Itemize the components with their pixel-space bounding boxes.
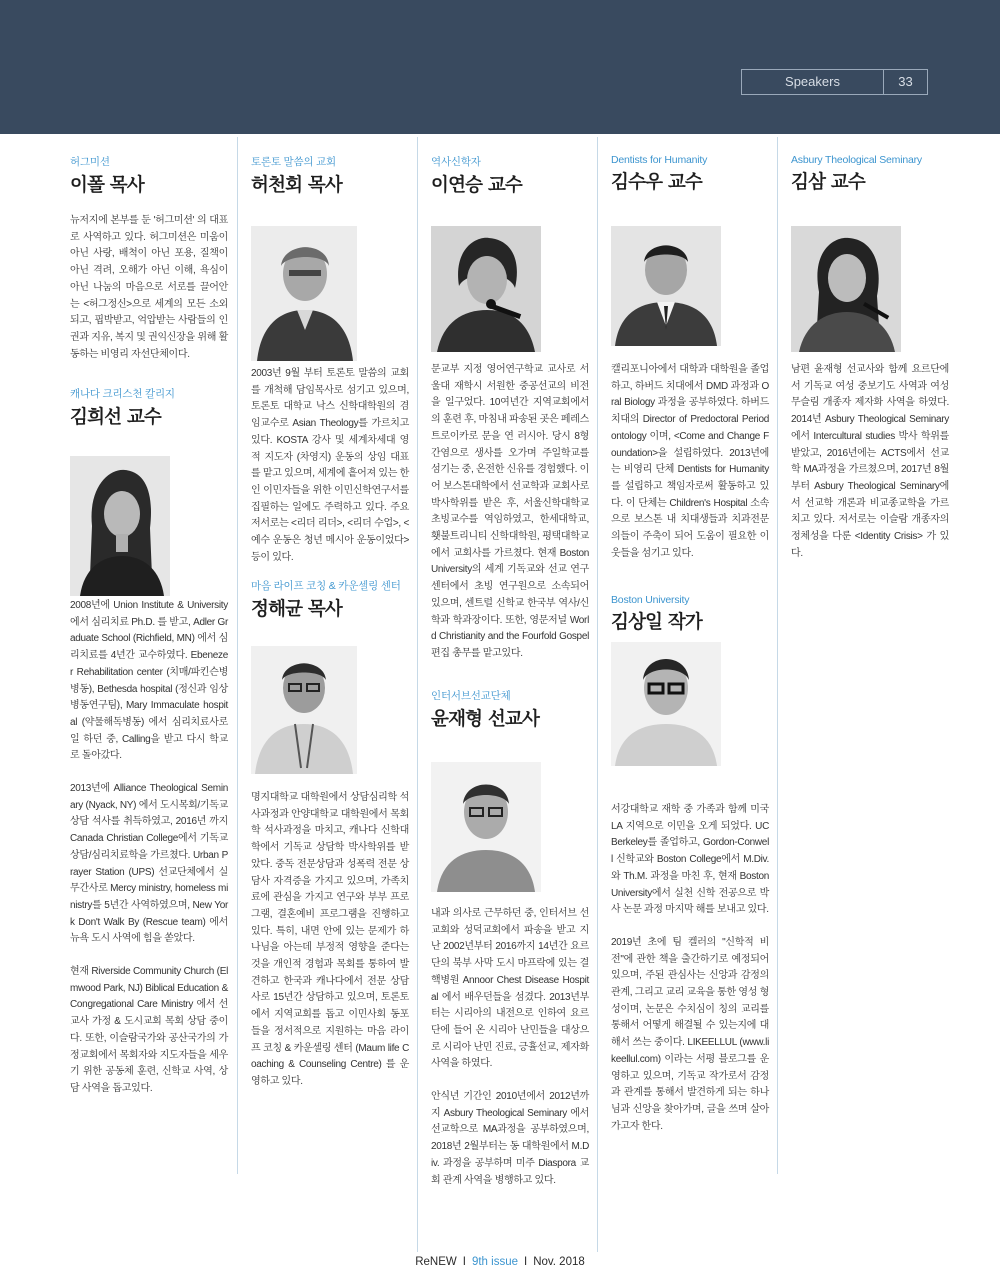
speaker-bio [431,362,589,663]
speaker-photo [70,456,170,596]
speaker-bio [251,790,409,1091]
issue-label: 9th issue [471,1256,518,1268]
portrait-man-suit-icon [611,226,721,346]
speaker-bio [251,366,409,566]
portrait-man-glasses-smiling-icon [431,762,541,892]
speaker-org: 역사신학자 [431,156,481,168]
column-divider [417,137,418,1252]
speaker-profile-bio [251,790,409,1091]
magazine-name: ReNEW [415,1256,457,1268]
speaker-photo [791,226,901,352]
bio-paragraph: 2013년에 Alliance Theological Seminary (Nyack, NY) 에서 도시목회/기독교상담 석사를 취득하였고, 2016년 까지 Canada Christian College에서 기독교상담/심리치료학을 가르쳤다. Urban Prayer Station (UPS) 선교단체에서 실무간사로 Mercy ministry, homeless ministry를 5년간 사역하였으며, New York Don't Walk By (Rescue team) 에서 뉴욕 도시 사역에 힘을 쏟았다. [70,783,228,945]
speaker-bio [70,213,228,363]
speaker-profile [431,154,589,197]
bio-paragraph: 2008년에 Union Institute & University 에서 심리치료 Ph.D. 를 받고, Adler Graduate School (Richfield, MN) 에서 심리치료를 4년간 교수하였다. Ebenezer Rehabilitation center (치매/파킨슨병 병동), Bethesda hospital (정신과 임상병동연구팀), Mary Immaculate hospital (약물해독병동) 에서 심리치료사로 일 하던 중, Calling을 받고 다시 학교로 돌아갔다. [70,600,228,762]
speaker-org: Boston University [611,594,690,606]
speaker-profile-bio [791,362,949,562]
speaker-bio [431,906,589,1189]
bio-paragraph: 2019년 초에 팀 켈러의 "신학적 비전"에 관한 책을 출간하기로 예정되어 있으며, 주된 관심사는 신앙과 감정의 관계, 그리고 교리 교육을 통한 영성 형성이며, 논문은 수치심이 칭의 교리를 통해서 어떻게 해결될 수 있는지에 대해서 쓰는 중이다. LIKEELLUL (www.likeellul.com) 이라는 서평 블로그를 운영하고 있으며, 기독교 작가로서 감정과 관계를 통해서 발견하게 되는 하나님과 신앙을 찾아가며, 글을 쓰며 살아가고자 한다. [611,936,769,1132]
speaker-bio [791,362,949,562]
portrait-woman-short-hair-mic-icon [431,226,541,352]
speaker-profile [611,154,769,194]
bio-paragraph: 남편 윤재형 선교사와 함께 요르단에서 기독교 여성 중보기도 사역과 여성 무슬림 개종자 제자화 사역을 하였다. 2014년 Asbury Theological Seminary에서 Intercultural studies 박사 학위를 받았고, 2016년에는 ACTS에서 선교학 MA과정을 가르쳤으며, 2017년 8월부터 Asbury Theological Seminary에서 선교학 개론과 비교종교학을 가르치고 있다. 저서로는 이슬람 개종자의 정체성을 다룬 <Identity Crisis> 가 있다. [791,364,949,559]
speaker-profile-bio [431,906,589,1189]
portrait-man-glasses-lanyard-icon [251,646,357,774]
portrait-woman-long-hair-icon [70,456,170,596]
speaker-profile-bio [70,598,228,1098]
speaker-org: Asbury Theological Seminary [791,154,922,166]
speaker-name: 김상일 작가 [611,612,702,633]
speaker-name: 이폴 목사 [70,175,144,196]
speaker-bio [611,362,769,562]
speaker-profile [251,154,409,197]
section-label: Speakers [742,70,884,94]
speaker-bio [70,598,228,1098]
portrait-man-glasses-tshirt-icon [611,642,721,766]
speaker-photo [611,642,721,766]
speaker-name: 허천회 목사 [251,175,342,196]
section-tab [741,69,928,95]
speaker-org: 토론토 말씀의 교회 [251,156,336,168]
bio-paragraph: 안식년 기간인 2010년에서 2012년까지 Asbury Theological Seminary 에서 선교학으로 MA과정을 공부하였으며, 2018년 2월부터는 동 대학원에서 M.Div. 과정을 공부하며 미주 Diaspora 교회 관계 사역을 병행하고 있다. [431,1091,589,1186]
speaker-photo [431,762,541,892]
bio-paragraph: 문교부 지정 영어연구학교 교사로 서울대 재학시 서원한 중공선교의 비전을 일구었다. 10여년간 지역교회에서의 훈련 후, 마침내 파송된 곳은 페레스트로이카로 문을 연 러시아. 당시 8형 간염으로 생사를 오가며 주일학교를 섬기는 중, 온전한 신유를 경험했다. 이어 보스톤대학에서 선교학과 교회사로 박사학위를 받은 후, 서울신학대학교 초빙교수를 역임하였고, 한세대학교, 횃불트리니티 신학대학원, 평택대학교에서 교회사를 가르쳤다. 현재 Boston University의 세계 기독교와 선교 연구센터에서 초빙 연구원으로 소속되어 있으며, 센트럴 신학교 한국부 역사/신학과 학과장이다. 또한, 영문저널 World Christianity and the Fourfold Gospel 편집 총무를 맡고있다. [431,364,589,659]
issue-date: Nov. 2018 [533,1256,585,1268]
bio-paragraph: 명지대학교 대학원에서 상담심리학 석사과정과 안양대학교 대학원에서 목회학 석사과정을 마치고, 캐나다 신학대학에서 기독교 상담학 박사학위를 받았다. 중독 전문상담과 성폭력 전문 상담사 자격증을 가지고 있으며, 가족치료에 관심을 가지고 연구와 부부 프로그램, 결혼예비 프로그램을 진행하고 있다. 특히, 내면 안에 있는 문제가 하나님을 아는데 부정적 영향을 준다는 것을 개인적 경험과 목회를 통하여 발견하고 한국과 캐나다에서 전문 상담사로 15년간 상담하고 있으며, 토론토에서 지역교회를 돕고 이민사회 동포들을 정서적으로 지원하는 마음 라이프 코칭 & 카운셀링 센터 (Maum life Coaching & Counseling Centre) 를 운영하고 있다. [251,792,409,1087]
footer-separator: I [462,1256,466,1268]
page-footer [0,1256,1000,1268]
speaker-profile-bio [251,366,409,566]
speaker-org: 인터서브선교단체 [431,690,511,702]
column-divider [777,137,778,1174]
speaker-name: 김삼 교수 [791,172,865,193]
speaker-bio [611,802,769,1135]
speaker-org: 마음 라이프 코칭 & 카운셀링 센터 [251,580,401,592]
speaker-org: 캐나다 크리스천 칼리지 [70,388,175,400]
header-band [0,0,1000,134]
speaker-profile [611,594,769,634]
speaker-profile [70,154,228,363]
speaker-name: 윤재형 선교사 [431,709,540,730]
bio-paragraph: 2003년 9월 부터 토론토 말씀의 교회를 개척해 담임목사로 섬기고 있으며, 토론토 대학교 낙스 신학대학원의 겸임교수로 Asian Theology를 가르치고 있다. KOSTA 강사 및 세계차세대 영적 지도자 (차영지) 운동의 상임 대표를 맡고 있으며, 세계에 흩어져 있는 한인 이민자들을 위한 이민신학연구서를 집필하는 일에도 주력하고 있다. 주요 저서로는 <리더 리더>, <리더 수업>, <예수 운동은 청년 메시아 운동이었다> 등이 있다. [251,368,409,563]
speaker-org: 허그미션 [70,156,110,168]
footer-separator: I [523,1256,528,1268]
bio-paragraph: 캘리포니아에서 대학과 대학원을 졸업하고, 하버드 치대에서 DMD 과정과 Oral Biology 과정을 공부하였다. 하버드 치대의 Director of Predoctoral Periodontology 이며, <Come and Change Foundation>을 설립하였다. 2013년에는 비영리 단체 Dentists for Humanity를 설립하고 책임자로써 활동하고 있다. 이 단체는 Children's Hospital 소속으로 보스톤 내 치대생들과 치과전문의들이 주축이 되어 도움이 필요한 이웃들을 섬기고 있다. [611,364,769,559]
portrait-man-gray-hair-icon [251,226,357,361]
bio-paragraph: 서강대학교 재학 중 가족과 함께 미국 LA 지역으로 이민을 오게 되었다. UC Berkeley를 졸업하고, Gordon-Conwell 신학교와 Boston College에서 M.Div. 와 Th.M. 과정을 마친 후, 현재 Boston University에서 실천 신학 전공으로 박사 논문 과정 마지막 해를 보내고 있다. [611,804,769,916]
speaker-name: 김수우 교수 [611,172,702,193]
portrait-woman-smiling-mic-icon [791,226,901,352]
bio-paragraph: 내과 의사로 근무하던 중, 인터서브 선교회와 성덕교회에서 파송을 받고 지난 2002년부터 2016까지 14년간 요르단의 북부 사막 도시 마프락에 있는 결핵병원 Annoor Chest Disease Hospital 에서 배우던들을 섬겼다. 2013년부터는 시리아의 내전으로 인하여 요르단에 들어 온 시리아 난민들을 대상으로 시리아 난민 진료, 긍휼선교, 제자화 사역을 하였다. [431,908,589,1070]
speaker-profile-bio [611,802,769,1135]
speaker-photo [611,226,721,346]
speaker-profile [251,578,409,621]
speaker-profile [70,386,228,429]
speaker-profile [431,688,589,731]
speaker-name: 김희선 교수 [70,407,161,428]
speaker-profile-bio [611,362,769,562]
column-divider [597,137,598,1252]
speaker-photo [251,226,357,361]
speaker-name: 정해균 목사 [251,599,342,620]
page-number: 33 [898,74,913,89]
speaker-profile [791,154,949,194]
speaker-profile-bio [431,362,589,663]
speaker-photo [251,646,357,774]
bio-paragraph: 뉴저지에 본부를 둔 '허그미션' 의 대표로 사역하고 있다. 허그미션은 미움이 아닌 사랑, 배척이 아닌 포용, 질책이 아닌 격려, 오해가 아닌 이해, 욕심이 아닌 나눔의 마음으로 서로를 끌어안는 <허그정신>으로 세계의 모든 소외되고, 핍박받고, 억압받는 사람들의 인권과 지유, 복지 및 권익신장을 위해 활동하는 비영리 자선단체이다. [70,215,228,360]
speaker-photo [431,226,541,352]
column-divider [237,137,238,1174]
speaker-name: 이연승 교수 [431,175,522,196]
speaker-org: Dentists for Humanity [611,154,708,166]
bio-paragraph: 현재 Riverside Community Church (Elmwood Park, NJ) Biblical Education & Congregational Care Ministry 에서 선교사 가정 & 도시교회 목회 상담 중이다. 또한, 이슬람국가와 공산국가의 가정교회에서 목회자와 지도자들을 세우기 위한 공동체 훈련, 신학교 사역, 상담 사역을 돕고있다. [70,966,228,1094]
